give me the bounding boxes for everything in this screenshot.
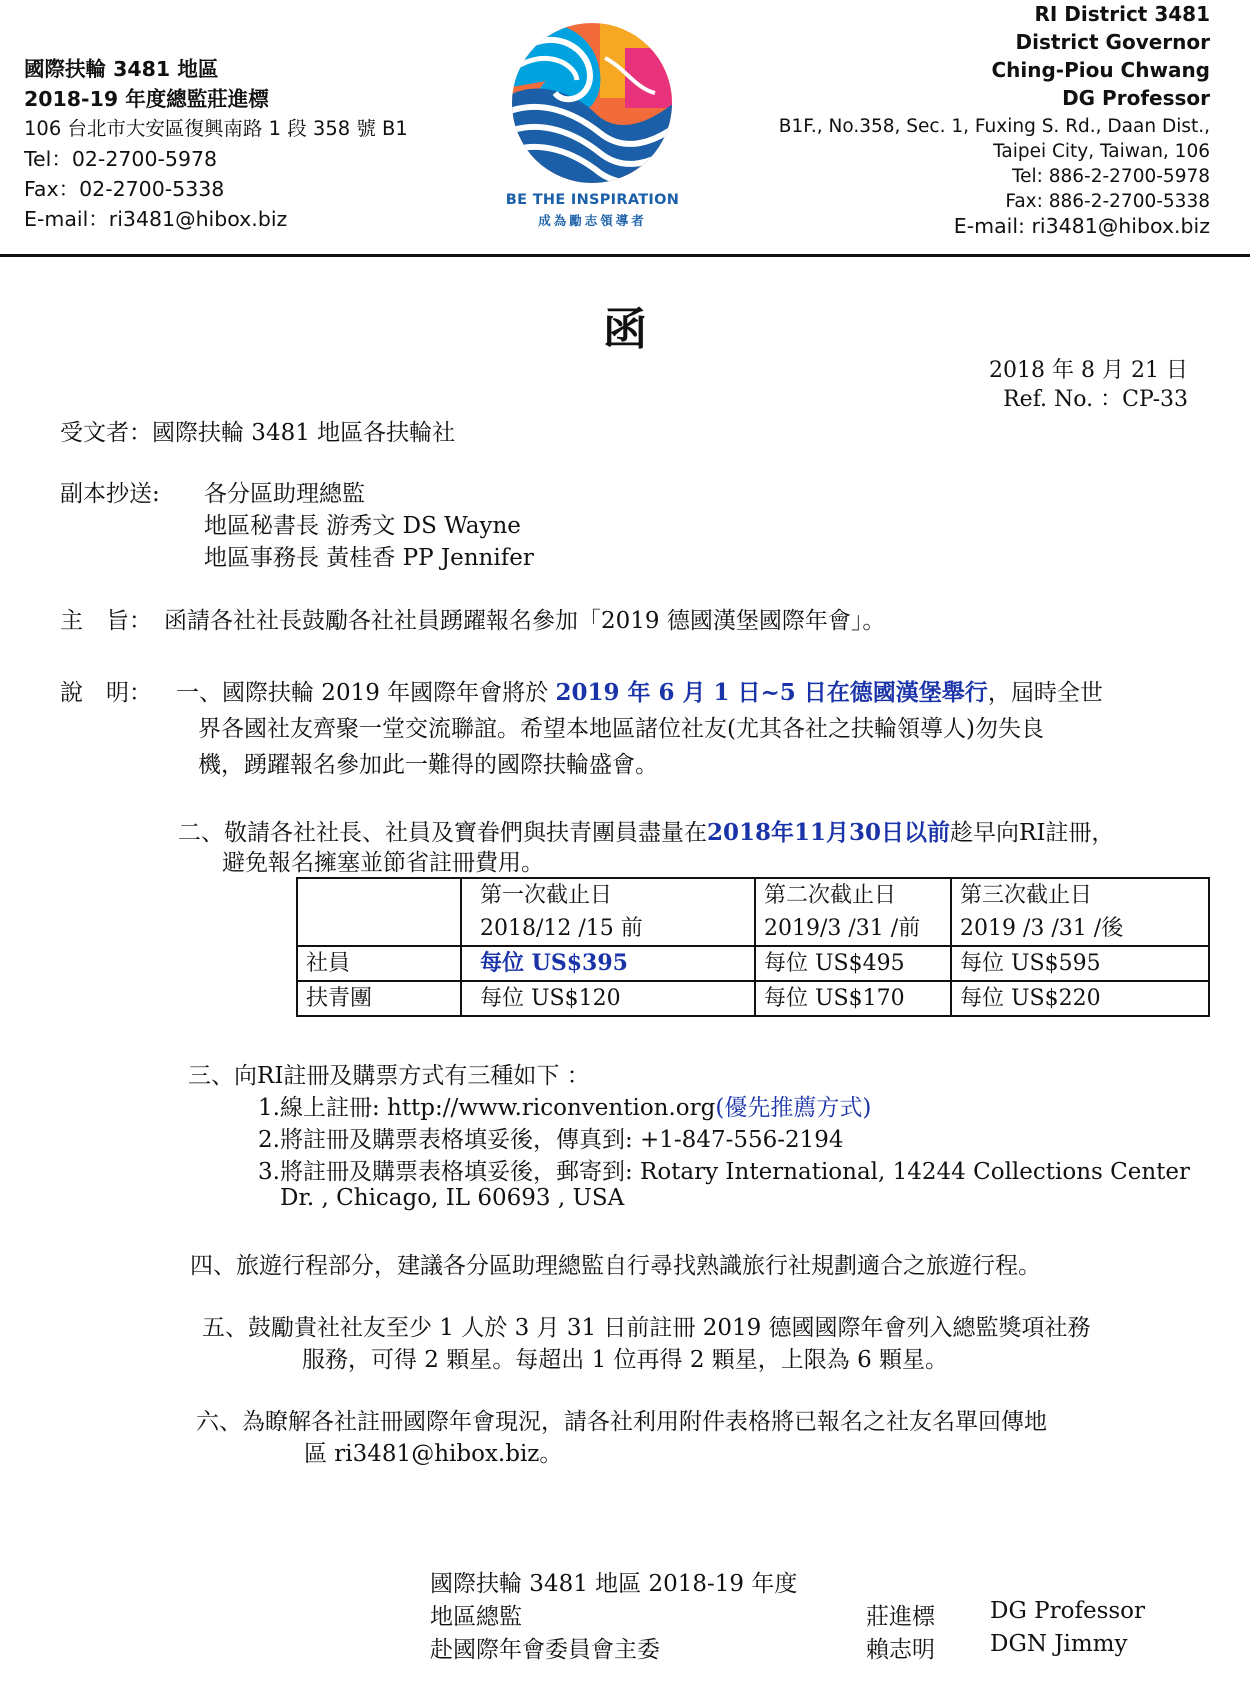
logo-slogan-zh: 成為勵志領導者 [538,213,647,228]
item-1-line-1 [176,674,1103,707]
fee-cell: 每位 US$170 [755,981,951,1016]
item-2-prefix: 二、敬請各社社長、社員及寶眷們與扶青團員盡量在 [178,820,707,846]
option-1-text: 1.線上註冊: http://www.riconvention.org [258,1095,716,1121]
address-en-2: Taipei City, Taiwan, 106 [993,141,1210,162]
header-deadline-label: 第二次截止日 [764,883,897,908]
signature-en-1: DG Professor [990,1598,1146,1624]
fax-zh: Fax：02-2700-5338 [24,177,225,201]
fee-cell: 每位 US$495 [755,946,951,981]
table-row [297,981,1209,1016]
governor-line: 2018-19 年度總監莊進標 [24,87,269,111]
rotary-theme-logo [505,18,680,233]
email-zh: E-mail：ri3481@hibox.biz [24,207,288,231]
item-2-suffix: 趁早向RI註冊， [950,820,1115,846]
item-6-line-1: 六、為瞭解各社註冊國際年會現況，請各社利用附件表格將已報名之社友名單回傳地 [196,1409,1047,1435]
fee-cell: 每位 US$220 [951,981,1209,1016]
item-3-option-3-line-2: Dr. , Chicago, IL 60693 , USA [280,1185,625,1211]
header-deadline-date: 2019 /3 /31 /後 [960,916,1124,941]
item-6-line-2: 區 ri3481@hibox.biz。 [304,1441,563,1467]
item-3-option-3-line-1: 3.將註冊及購票表格填妥後，郵寄到: Rotary International, 14244 Collections Center [258,1159,1191,1185]
table-corner-cell [297,878,461,946]
item-5-line-2: 服務，可得 2 顆星。每超出 1 位再得 2 顆星，上限為 6 顆星。 [302,1347,949,1373]
item-1-line-2: 界各國社友齊聚一堂交流聯誼。希望本地區諸位社友(尤其各社之扶輪領導人)勿失良 [198,716,1044,742]
header-deadline-date: 2018/12 /15 前 [480,916,643,941]
cc-label: 副本抄送: [60,481,160,507]
signature-name-1: 莊進標 [866,1604,935,1630]
item-3-title: 三、向RI註冊及購票方式有三種如下 ： [188,1063,590,1089]
row-label: 扶青團 [297,981,461,1016]
cc-line-1: 各分區助理總監 [204,481,365,507]
governor-title-en: District Governor [1015,30,1210,54]
governor-name-en: Ching-Piou Chwang [991,58,1210,82]
date-ref-block [989,356,1188,414]
option-1-note: (優先推薦方式) [715,1095,872,1121]
header-deadline-label: 第三次截止日 [960,883,1093,908]
reference-number: Ref. No. ：CP-33 [1003,387,1188,412]
registration-fee-table [296,877,1210,1017]
header-deadline-label: 第一次截止日 [480,883,613,908]
signature-en-2: DGN Jimmy [990,1631,1128,1657]
address-en-1: B1F., No.358, Sec. 1, Fuxing S. Rd., Daan Dist., [778,116,1210,137]
address-zh: 106 台北市大安區復興南路 1 段 358 號 B1 [24,117,408,140]
explanation-label: 說 明： [60,680,152,706]
table-row [297,946,1209,981]
item-2-line-2: 避免報名擁塞並節省註冊費用。 [222,850,544,876]
fee-cell: 每位 US$595 [951,946,1209,981]
item-1-prefix: 一、國際扶輪 2019 年國際年會將於 [176,680,556,706]
header-deadline-date: 2019/3 /31 /前 [764,916,921,941]
table-header-row [297,878,1209,946]
cc-line-3: 地區事務長 黃桂香 PP Jennifer [204,545,534,571]
subject-text: 函請各社社長鼓勵各社社員踴躍報名參加「2019 德國漢堡國際年會」。 [164,608,886,634]
table-header-cell [461,878,755,946]
document-title: 函 [603,304,647,355]
table-header-cell [951,878,1209,946]
letterhead-left [24,54,454,234]
fee-cell: 每位 US$395 [461,946,755,981]
signature-name-2: 賴志明 [866,1637,935,1663]
org-name: 國際扶輪 3481 地區 [24,57,219,81]
governor-role-en: DG Professor [1062,86,1210,110]
letterhead-right [690,0,1210,239]
header-divider [0,254,1250,257]
item-5-line-1: 五、鼓勵貴社社友至少 1 人於 3 月 31 日前註冊 2019 德國國際年會列入總監獎項社務 [202,1315,1091,1341]
email-en: E-mail: ri3481@hibox.biz [953,214,1210,238]
district-en: RI District 3481 [1034,2,1210,26]
row-label: 社員 [297,946,461,981]
subject-label: 主 旨： [60,608,152,634]
table-header-cell [755,878,951,946]
signature-org: 國際扶輪 3481 地區 2018-19 年度 [430,1571,798,1597]
item-3-option-1 [258,1089,871,1122]
signature-title-1: 地區總監 [430,1604,522,1630]
logo-slogan-en: BE THE INSPIRATION [505,192,680,208]
item-1-line-3: 機，踴躍報名參加此一難得的國際扶輪盛會。 [198,752,658,778]
item-4: 四、旅遊行程部分，建議各分區助理總監自行尋找熟識旅行社規劃適合之旅遊行程。 [190,1253,1041,1279]
item-3-option-2: 2.將註冊及購票表格填妥後，傳真到: +1-847-556-2194 [258,1127,844,1153]
item-2-highlight: 2018年11月30日以前 [707,819,951,846]
tel-en: Tel: 886-2-2700-5978 [1011,166,1210,187]
fee-cell: 每位 US$120 [461,981,755,1016]
cc-line-2: 地區秘書長 游秀文 DS Wayne [204,513,521,539]
item-1-suffix: ，屆時全世 [987,680,1103,706]
fax-en: Fax: 886-2-2700-5338 [1005,191,1210,212]
recipient-line: 受文者：國際扶輪 3481 地區各扶輪社 [60,420,456,446]
signature-title-2: 赴國際年會委員會主委 [430,1637,660,1663]
letter-date: 2018 年 8 月 21 日 [989,358,1188,383]
item-1-highlight: 2019 年 6 月 1 日~5 日在德國漢堡舉行 [555,679,988,706]
wave-emblem-icon [505,18,680,188]
tel-zh: Tel：02-2700-5978 [24,147,218,171]
item-2-line-1 [178,814,1114,847]
